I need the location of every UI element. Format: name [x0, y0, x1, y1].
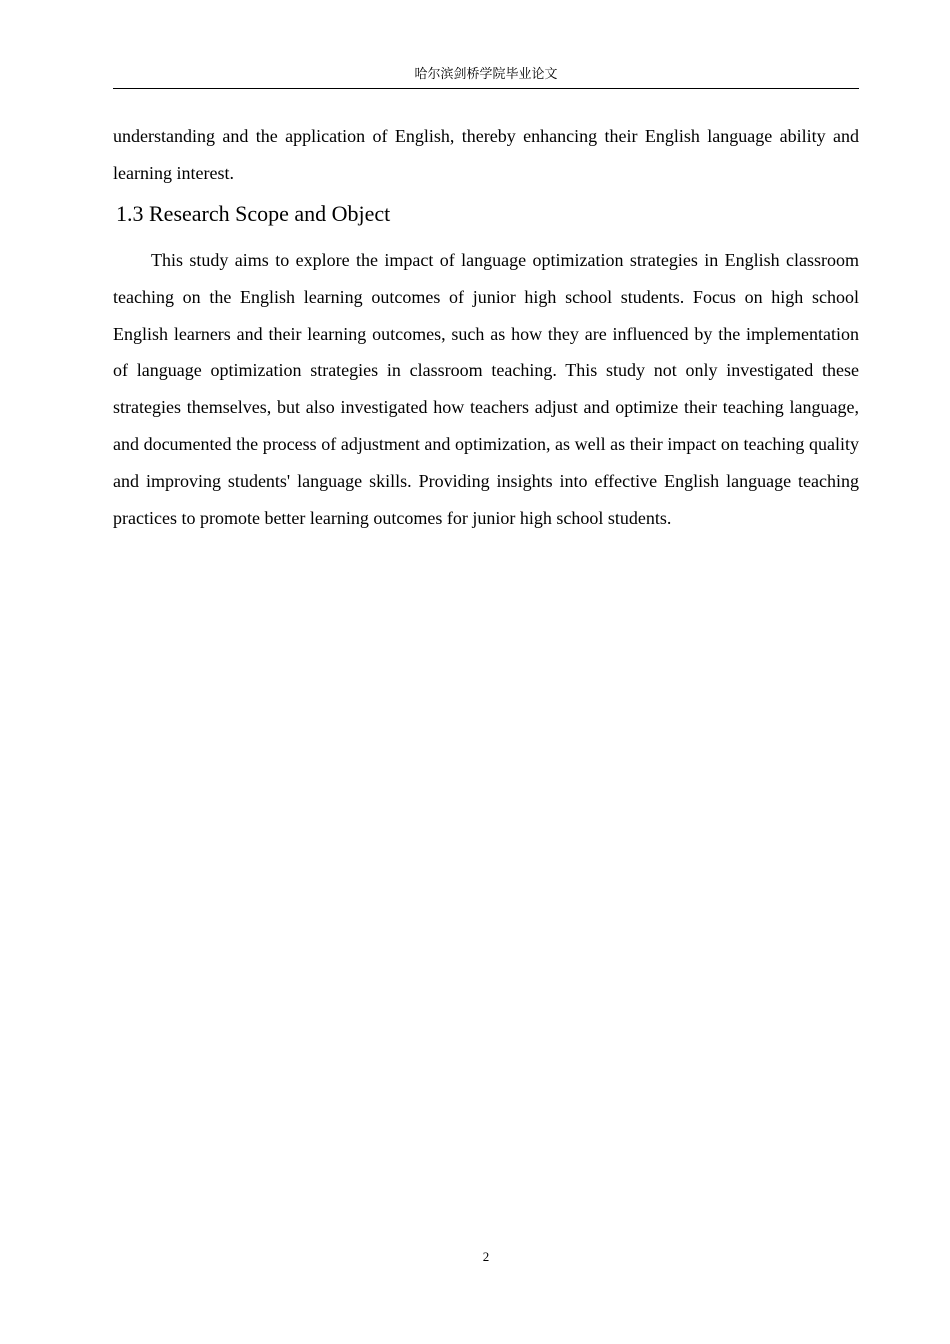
section-heading: 1.3 Research Scope and Object [116, 201, 391, 226]
section-paragraph: This study aims to explore the impact of language optimization strategies in English classroom teaching on the English learning outcomes of junior high school students. Focus on high school English learners and their learning outcomes, such as how they are influenced by the implementation of language optimization strategies in classroom teaching. This study not only investigated these strategies themselves, but also investigated how teachers adjust and optimize their teaching language, and documented the process of adjustment and optimization, as well as their impact on teaching quality and improving students' language skills. Providing insights into effective English language teaching practices to promote better learning outcomes for junior high school students. [113, 250, 859, 528]
continued-paragraph: understanding and the application of English, thereby enhancing their English language ability and learning interest. [113, 126, 859, 183]
page-number: 2 [482, 1249, 490, 1264]
running-header: 哈尔滨剑桥学院毕业论文 [414, 67, 558, 82]
header-rule [113, 88, 859, 89]
